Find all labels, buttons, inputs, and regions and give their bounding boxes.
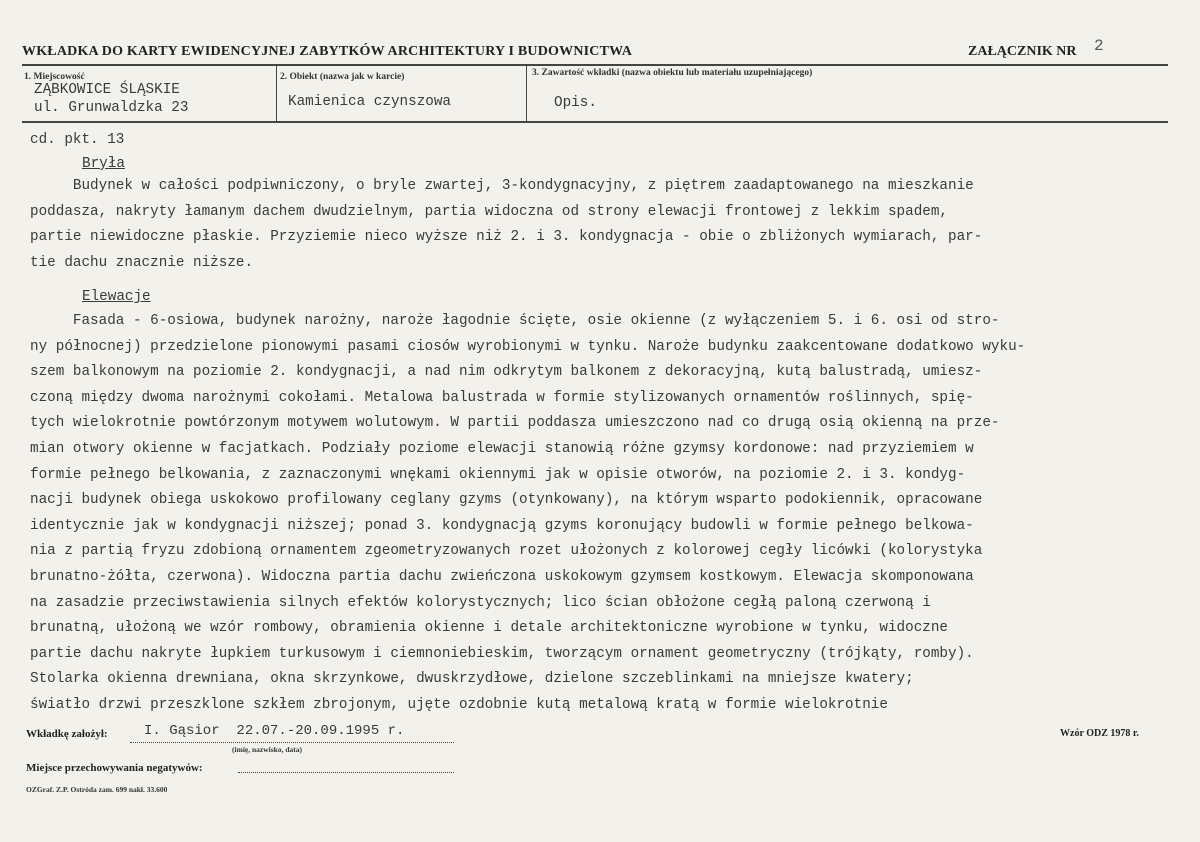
- storage-label: Miejsce przechowywania negatywów:: [26, 762, 203, 774]
- text-line: poddasza, nakryty łamanym dachem dwudzielnym, partia widoczna od strony elewacji frontowej z lekkim spadem,: [30, 203, 949, 220]
- text-line: nacji budynek obiega uskokowo profilowany ceglany gzyms (otynkowany), na którym wsparto podokiennik, opracowane: [30, 492, 983, 509]
- text-line: Budynek w całości podpiwniczony, o bryle zwartej, 3-kondygnacyjny, z piętrem zaadaptowanego na mieszkanie: [30, 178, 974, 194]
- object-value: Kamienica czynszowa: [288, 94, 452, 110]
- section-heading-bryla: Bryła: [82, 156, 125, 172]
- author-label: Wkładkę założył:: [26, 728, 108, 740]
- continuation-note: cd. pkt. 13: [30, 132, 125, 148]
- table-top-border: [22, 64, 1168, 66]
- section-bryla-text: [30, 174, 1180, 276]
- storage-dotted-line: [238, 772, 454, 773]
- annex-number: 2: [1094, 37, 1104, 55]
- form-pattern: Wzór ODZ 1978 r.: [1060, 728, 1139, 739]
- location-street: ul. Grunwaldzka 23: [34, 100, 189, 116]
- section-elewacje-text: [30, 309, 1180, 719]
- text-line: formie pełnego belkowania, z zaznaczonymi wnękami okiennymi jak w opisie otworów, na poziomie 2. i 3. kondyg-: [30, 466, 966, 483]
- text-line: Fasada - 6-osiowa, budynek narożny, naroże łagodnie ścięte, osie okienne (z wyłączeniem 5. i 6. osi od stro-: [30, 313, 1000, 329]
- text-line: szem balkonowym na poziomie 2. kondygnacji, a nad nim odkrytym balkonem z dekoracyjną, kutą balustradą, umiesz-: [30, 364, 983, 381]
- text-line: partie dachu nakryte łupkiem turkusowym i ciemnoniebieskim, tworzącym ornament geometryczny (trójkąty, romby).: [30, 645, 974, 662]
- text-line: Stolarka okienna drewniana, okna skrzynkowe, dwuskrzydłowe, dzielone szczeblinkami na mniejsze kwatery;: [30, 671, 914, 688]
- text-line: tych wielokrotnie powtórzonym motywem wolutowym. W partii poddasza umieszczono nad co drugą osią okienną na prze-: [30, 415, 1000, 432]
- text-line: światło drzwi przeszklone szkłem zbrojonym, ujęte ozdobnie kutą metalową kratą w formie wielokrotnie: [30, 696, 888, 713]
- text-line: mian otwory okienne w facjatkach. Podziały poziome elewacji stanowią różne gzymsy kordonowe: nad przyziemiem w: [30, 440, 974, 457]
- author-dotted-line: [130, 742, 454, 743]
- section-heading-elewacje: Elewacje: [82, 289, 151, 305]
- table-bottom-border: [22, 121, 1168, 123]
- content-value: Opis.: [554, 95, 597, 111]
- text-line: nia z partią fryzu zdobioną ornamentem zgeometryzowanych rozet ułożonych z kolorowej cegły licówki (kolorystyka: [30, 543, 983, 560]
- text-line: brunatną, ułożoną we wzór rombowy, obramienia okienne i detale architektoniczne wyrobione w tynku, widoczne: [30, 620, 949, 637]
- annex-label: ZAŁĄCZNIK NR: [968, 44, 1077, 59]
- text-line: tie dachu znacznie niższe.: [30, 254, 254, 271]
- text-line: partie niewidoczne płaskie. Przyziemie nieco wyższe niż 2. i 3. kondygnacja - obie o zbliżonych wymiarach, par-: [30, 229, 983, 246]
- print-info: OZGraf. Z.P. Ostróda zam. 699 nakł. 33.600: [26, 785, 168, 794]
- author-caption: (imię, nazwisko, data): [232, 745, 302, 754]
- text-line: czoną między dwoma narożnymi cokołami. Metalowa balustrada w formie stylizowanych ornamentów roślinnych, spię-: [30, 389, 974, 406]
- text-line: na zasadzie przeciwstawienia silnych efektów kolorystycznych; lico ścian obłożone cegłą paloną czerwoną i: [30, 594, 931, 611]
- author-value: I. Gąsior 22.07.-20.09.1995 r.: [144, 723, 405, 739]
- table-divider-2: [526, 65, 527, 122]
- table-divider-1: [276, 65, 277, 122]
- location-town: ZĄBKOWICE ŚLĄSKIE: [34, 82, 180, 98]
- location-label: 1. Miejscowość: [24, 72, 85, 82]
- text-line: ny północnej) przedzielone pionowymi pasami ciosów wyrobionymi w tynku. Naroże budynku zaakcentowane dodatkowo wyku-: [30, 338, 1026, 355]
- object-label: 2. Obiekt (nazwa jak w karcie): [280, 72, 405, 82]
- form-title: WKŁADKA DO KARTY EWIDENCYJNEJ ZABYTKÓW ARCHITEKTURY I BUDOWNICTWA: [22, 44, 633, 59]
- text-line: identycznie jak w kondygnacji niższej; ponad 3. kondygnacją gzyms koronujący budowli w formie pełnego belkowa-: [30, 517, 974, 534]
- content-label: 3. Zawartość wkładki (nazwa obiektu lub materiału uzupełniającego): [532, 68, 813, 78]
- text-line: brunatno-żółta, czerwona). Widoczna partia dachu zwieńczona uskokowym gzymsem kostkowym. Elewacja skomponowana: [30, 568, 974, 585]
